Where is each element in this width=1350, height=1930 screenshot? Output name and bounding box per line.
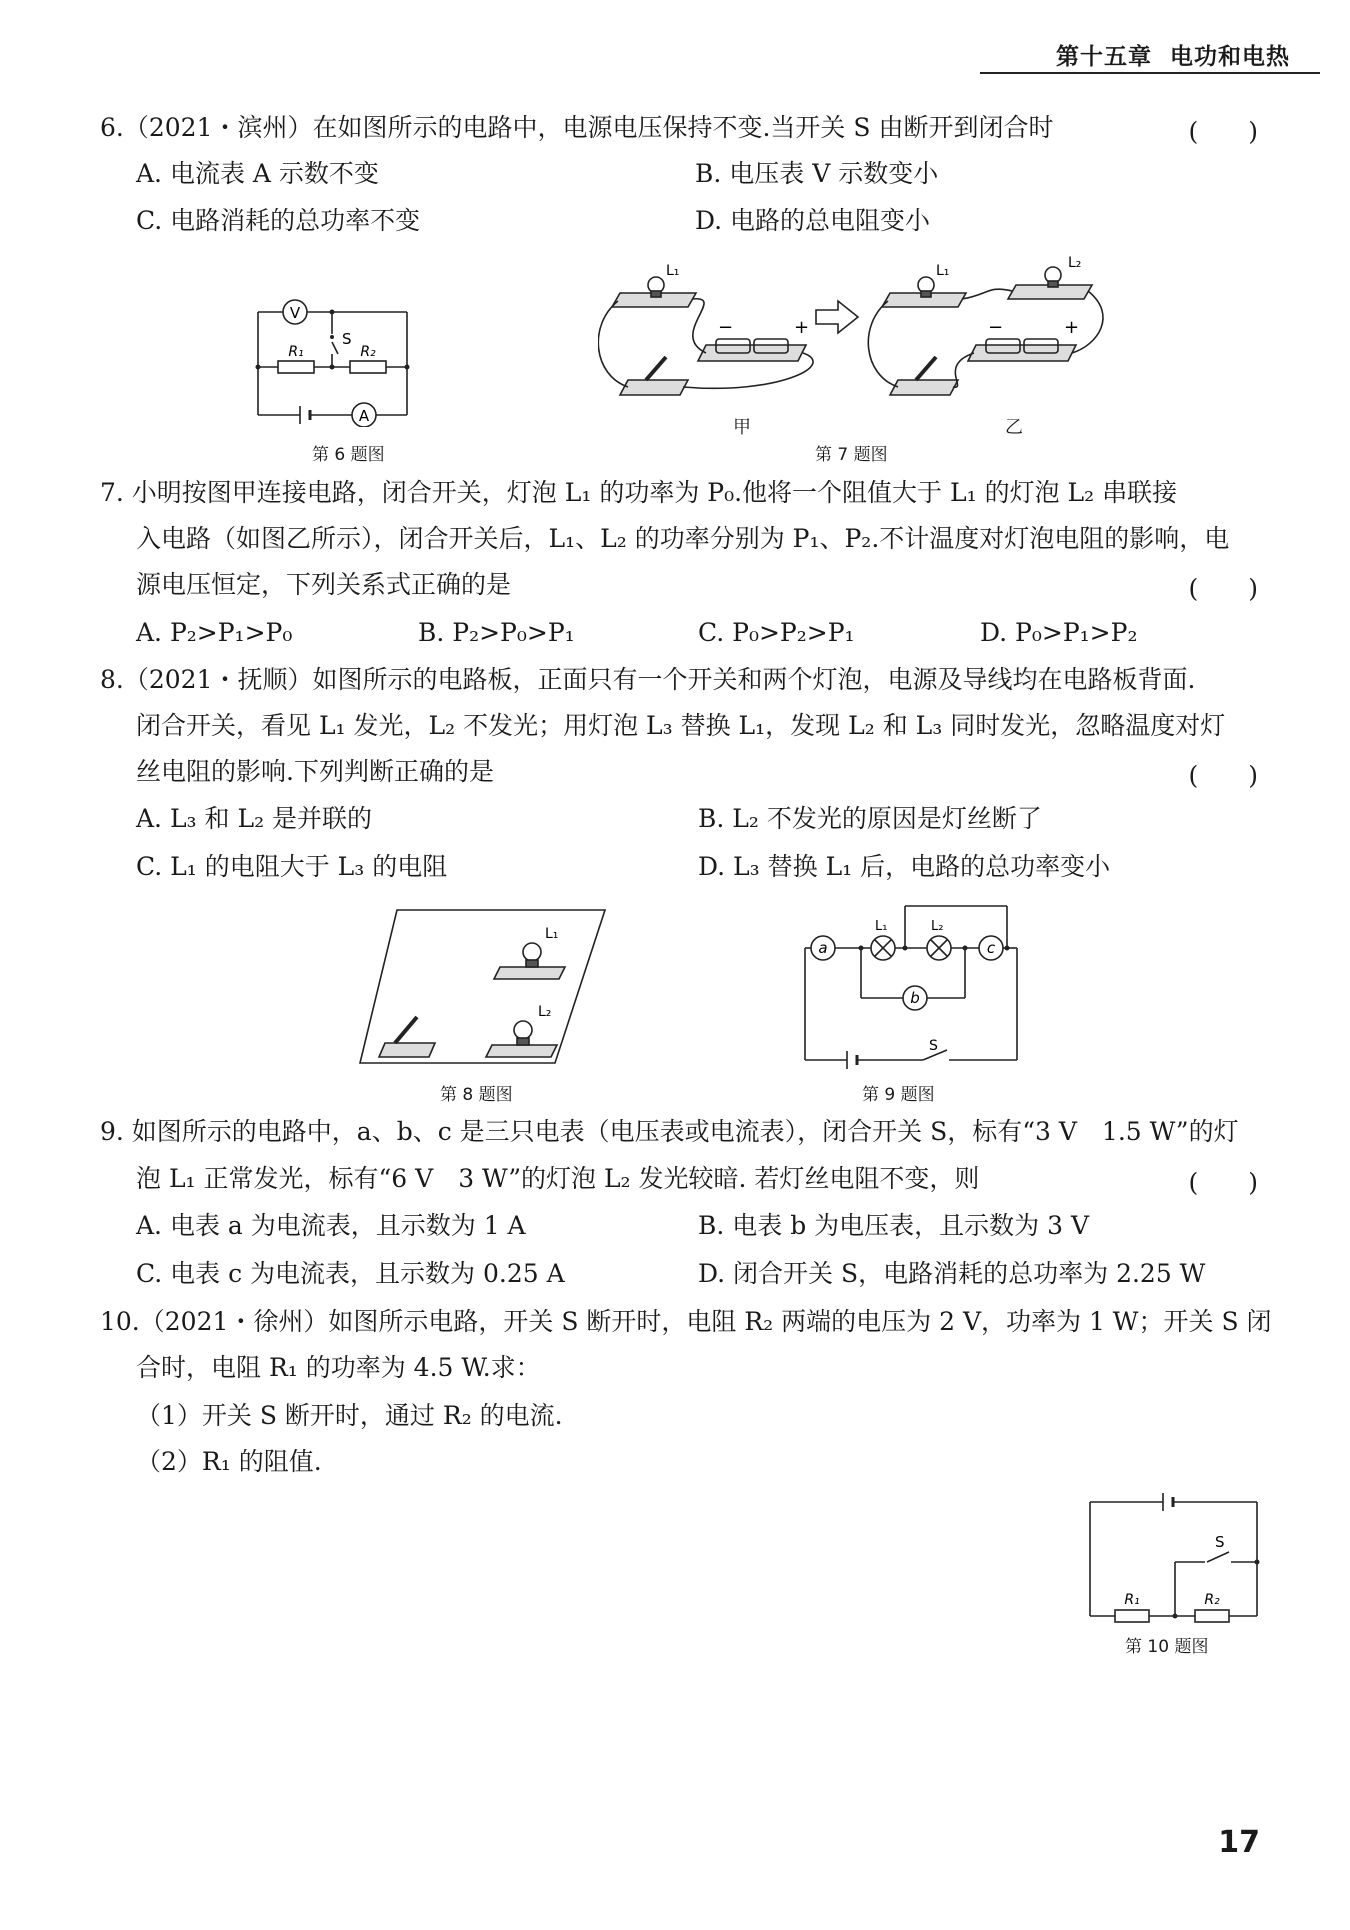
fig7-yi-l1-label: L₁ (936, 263, 950, 279)
fig10-switch-label: S (1215, 1533, 1225, 1551)
q8-option-a: A. L₃ 和 L₂ 是并联的 (136, 804, 373, 833)
q7-option-a: A. P₂>P₁>P₀ (136, 618, 293, 647)
q6-option-d: D. 电路的总电阻变小 (695, 206, 931, 235)
fig7-jia-plus: + (794, 317, 810, 338)
fig7-sub-jia: 甲 (733, 417, 751, 438)
q8-line-1: 8.（2021・抚顺）如图所示的电路板，正面只有一个开关和两个灯泡，电源及导线均在电路板背面. (100, 665, 1196, 694)
q10-sub-1: （1）开关 S 断开时，通过 R₂ 的电流. (136, 1401, 563, 1430)
q8-line-3: 丝电阻的影响.下列判断正确的是 (136, 757, 494, 786)
chapter-title: 电功和电热 (1170, 44, 1290, 70)
q9-option-b: B. 电表 b 为电压表，且示数为 3 V (698, 1211, 1090, 1240)
fig6-circuit (250, 292, 430, 427)
q6-option-a: A. 电流表 A 示数不变 (136, 159, 379, 188)
fig7-jia-minus: − (718, 317, 734, 338)
fig7-circuit-boards (598, 255, 1118, 435)
fig8-circuit-board (355, 905, 615, 1070)
q9-answer-bracket: ( ) (1188, 1168, 1258, 1197)
q6-option-c: C. 电路消耗的总功率不变 (136, 206, 421, 235)
fig7-sub-yi: 乙 (1005, 417, 1023, 438)
fig8-caption: 第 8 题图 (440, 1085, 513, 1105)
q6-stem: 6.（2021・滨州）在如图所示的电路中，电源电压保持不变.当开关 S 由断开到闭合时 (100, 113, 1054, 142)
q9-line-1: 9. 如图所示的电路中，a、b、c 是三只电表（电压表或电流表），闭合开关 S，标有“3 V 1.5 W”的灯 (100, 1117, 1239, 1146)
q6-option-b: B. 电压表 V 示数变小 (695, 159, 939, 188)
fig7-yi-plus: + (1064, 317, 1080, 338)
fig6-caption: 第 6 题图 (312, 445, 385, 465)
fig7-jia-l1-label: L₁ (666, 263, 680, 279)
fig6-voltmeter-label: V (289, 304, 301, 322)
fig7-yi-minus: − (988, 317, 1004, 338)
q8-line-2: 闭合开关，看见 L₁ 发光，L₂ 不发光；用灯泡 L₃ 替换 L₁，发现 L₂ 和 L₃ 同时发光，忽略温度对灯 (136, 711, 1226, 740)
q7-line-1: 7. 小明按图甲连接电路，闭合开关，灯泡 L₁ 的功率为 P₀.他将一个阻值大于 L₁ 的灯泡 L₂ 串联接 (100, 478, 1178, 507)
fig6-r1-label: R₁ (288, 344, 304, 360)
q7-option-b: B. P₂>P₀>P₁ (418, 618, 575, 647)
q10-line-2: 合时，电阻 R₁ 的功率为 4.5 W.求： (136, 1353, 541, 1382)
q10-line-1: 10.（2021・徐州）如图所示电路，开关 S 断开时，电阻 R₂ 两端的电压为 2 V，功率为 1 W；开关 S 闭 (100, 1307, 1272, 1336)
q8-option-b: B. L₂ 不发光的原因是灯丝断了 (698, 804, 1042, 833)
fig10-caption: 第 10 题图 (1125, 1637, 1209, 1657)
q9-option-d: D. 闭合开关 S，电路消耗的总功率为 2.25 W (698, 1259, 1206, 1288)
q8-option-d: D. L₃ 替换 L₁ 后，电路的总功率变小 (698, 852, 1111, 881)
fig10-circuit (1085, 1492, 1270, 1627)
q8-option-c: C. L₁ 的电阻大于 L₃ 的电阻 (136, 852, 448, 881)
q7-option-d: D. P₀>P₁>P₂ (980, 618, 1138, 647)
fig9-meter-b-label: b (910, 989, 920, 1007)
q6-answer-bracket: ( ) (1188, 117, 1258, 146)
chapter-number: 第十五章 (1056, 44, 1152, 70)
page-number: 17 (1218, 1825, 1260, 1860)
q8-answer-bracket: ( ) (1188, 761, 1258, 790)
fig8-l1-label: L₁ (545, 926, 559, 942)
q9-option-c: C. 电表 c 为电流表，且示数为 0.25 A (136, 1259, 565, 1288)
fig8-l2-label: L₂ (538, 1004, 552, 1020)
fig10-r2-label: R₂ (1204, 1592, 1220, 1608)
fig9-l2-label: L₂ (931, 919, 944, 934)
q7-answer-bracket: ( ) (1188, 574, 1258, 603)
header-rule (980, 72, 1320, 74)
q7-option-c: C. P₀>P₂>P₁ (698, 618, 855, 647)
fig7-caption: 第 7 题图 (815, 445, 888, 465)
q10-sub-2: （2）R₁ 的阻值. (136, 1447, 322, 1476)
fig9-caption: 第 9 题图 (862, 1085, 935, 1105)
fig9-switch-label: S (929, 1038, 938, 1054)
fig6-ammeter-label: A (358, 407, 370, 425)
q7-line-2: 入电路（如图乙所示），闭合开关后，L₁、L₂ 的功率分别为 P₁、P₂.不计温度对灯泡电阻的影响，电 (136, 524, 1230, 553)
fig6-switch-label: S (342, 330, 352, 348)
fig9-meter-a-label: a (818, 939, 828, 957)
fig10-r1-label: R₁ (1124, 1592, 1140, 1608)
chapter-header (1056, 38, 1290, 71)
q9-option-a: A. 电表 a 为电流表，且示数为 1 A (136, 1211, 526, 1240)
q7-line-3: 源电压恒定，下列关系式正确的是 (136, 570, 512, 599)
fig6-r2-label: R₂ (360, 344, 376, 360)
fig9-meter-c-label: c (986, 939, 996, 957)
q9-line-2: 泡 L₁ 正常发光，标有“6 V 3 W”的灯泡 L₂ 发光较暗. 若灯丝电阻不变，则 (136, 1164, 980, 1193)
fig7-yi-l2-label: L₂ (1068, 255, 1082, 271)
fig9-l1-label: L₁ (875, 919, 888, 934)
fig9-circuit (795, 900, 1020, 1070)
